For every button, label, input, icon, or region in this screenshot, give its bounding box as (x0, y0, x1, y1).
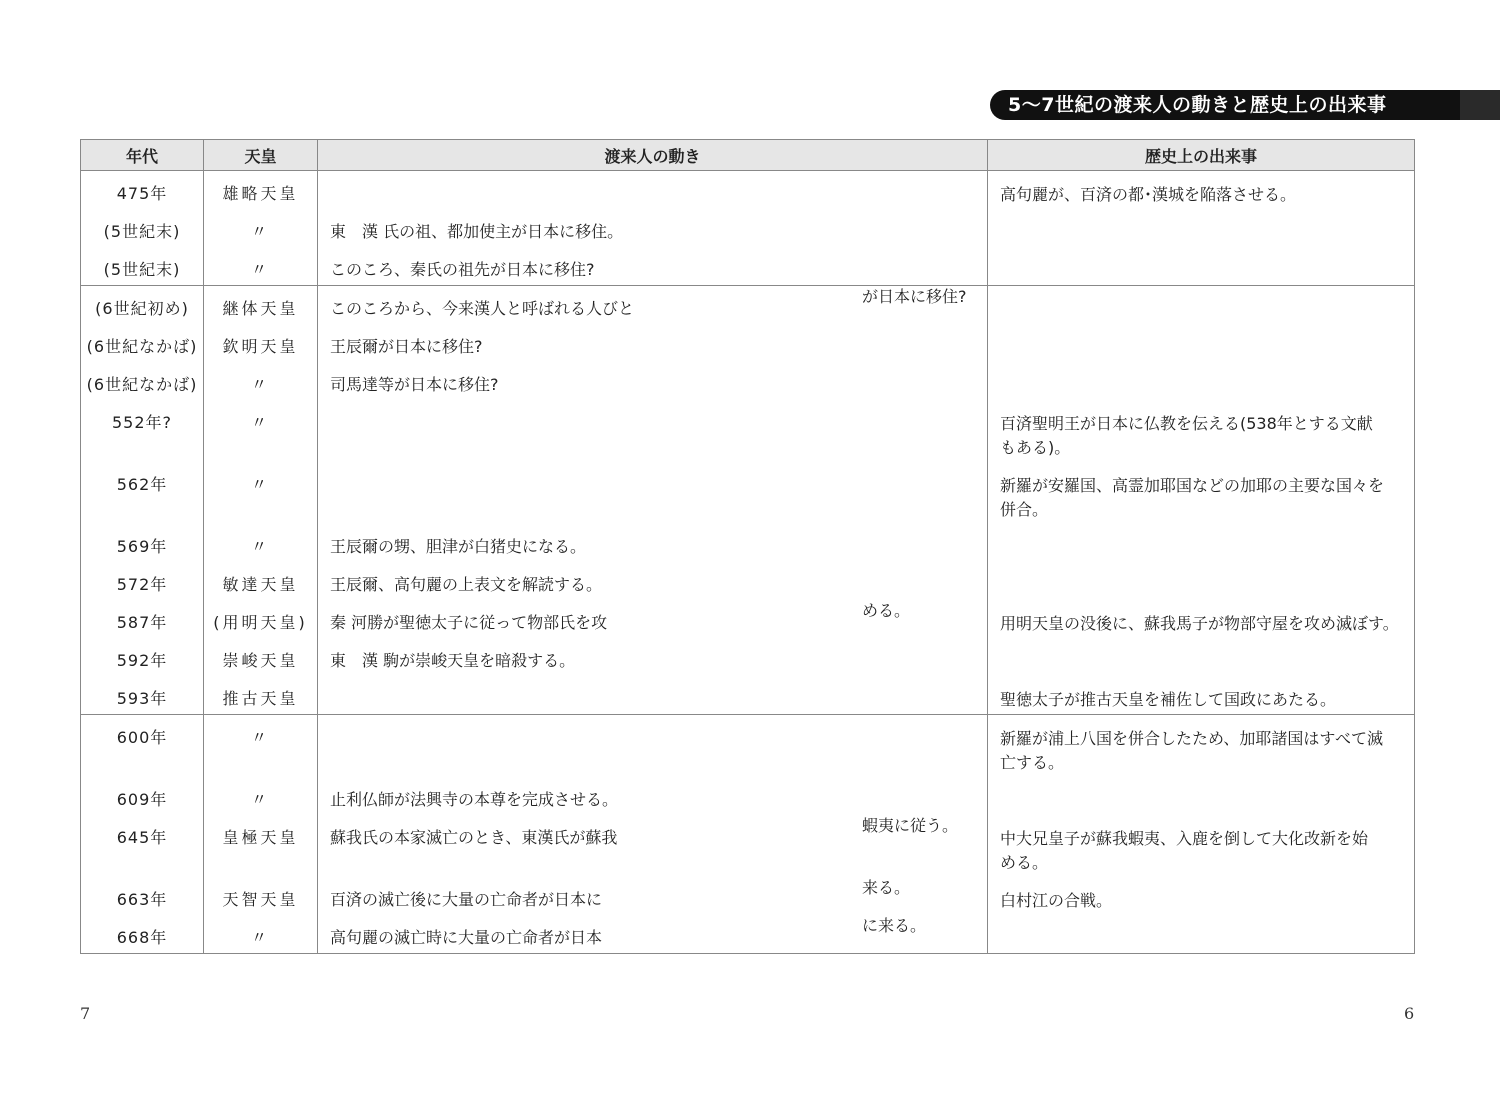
event-cell (988, 400, 1414, 462)
migrant-cell (318, 638, 987, 676)
migrant-text-cont: 来る。 (862, 878, 911, 897)
migrant-cell (318, 877, 987, 915)
migrant-cell (318, 676, 987, 714)
emperor-cell: 〃 (250, 260, 270, 279)
migrant-text: 秦 河勝が聖徳太子に従って物部氏を攻 (330, 613, 608, 632)
migrant-text: 王辰爾、高句麗の上表文を解読する。 (330, 575, 603, 594)
year-cell: 663年 (116, 890, 168, 909)
migrant-text-cont: に来る。 (862, 916, 927, 935)
year-cell: 645年 (116, 828, 168, 847)
table-row (81, 676, 1415, 715)
emperor-cell: (用明天皇) (213, 613, 308, 632)
emperor-cell: 天智天皇 (222, 890, 299, 909)
event-cell (988, 462, 1414, 524)
table-row (81, 877, 1415, 915)
year-cell: 562年 (116, 475, 168, 494)
emperor-cell: 皇極天皇 (222, 828, 299, 847)
event-cell (988, 915, 1414, 953)
event-cell (988, 715, 1414, 777)
year-cell: 668年 (116, 928, 168, 947)
event-text-cont: 亡する。 (1000, 753, 1065, 772)
event-text: 中大兄皇子が蘇我蝦夷、入鹿を倒して大化改新を始 (1000, 829, 1369, 848)
table-row (81, 362, 1415, 400)
event-text: 用明天皇の没後に、蘇我馬子が物部守屋を攻め滅ぼす。 (1000, 614, 1399, 633)
year-cell: (5世紀末) (103, 260, 181, 279)
emperor-cell: 〃 (250, 375, 270, 394)
event-text: 新羅が安羅国、高霊加耶国などの加耶の主要な国々を (1000, 476, 1385, 495)
emperor-cell: 〃 (250, 790, 270, 809)
event-cell (988, 209, 1414, 247)
emperor-cell: 〃 (250, 537, 270, 556)
migrant-text (318, 184, 330, 203)
emperor-cell: 推古天皇 (222, 689, 299, 708)
migrant-text (318, 413, 330, 432)
year-cell: 587年 (116, 613, 168, 632)
migrant-cell (318, 777, 987, 815)
event-text: 聖徳太子が推古天皇を補佐して国政にあたる。 (1000, 690, 1337, 709)
migrant-text: 東 漢 駒が崇峻天皇を暗殺する。 (330, 651, 576, 670)
year-cell: 552年? (111, 413, 173, 432)
emperor-cell: 欽明天皇 (222, 337, 299, 356)
table-header-row (81, 140, 1415, 171)
migrant-text: 蘇我氏の本家滅亡のとき、東漢氏が蘇我 (330, 828, 618, 847)
migrant-text: 東 漢 氏の祖、都加使主が日本に移住。 (330, 222, 624, 241)
emperor-cell: 崇峻天皇 (222, 651, 299, 670)
header-migrants: 渡来人の動き (318, 140, 988, 171)
event-cell (988, 286, 1414, 324)
page-number-left: 7 (80, 1004, 91, 1023)
year-cell: 593年 (116, 689, 168, 708)
event-cell (988, 524, 1414, 562)
event-text: 新羅が浦上八国を併合したため、加耶諸国はすべて滅 (1000, 729, 1384, 748)
event-text: 百済聖明王が日本に仏教を伝える(538年とする文献 (1000, 414, 1373, 433)
table-row (81, 209, 1415, 247)
table-row (81, 638, 1415, 676)
header-year: 年代 (81, 140, 204, 171)
year-cell: (6世紀初め) (95, 299, 189, 318)
migrant-cell (318, 171, 987, 209)
migrant-text: このころから、今来漢人と呼ばれる人びと (330, 299, 635, 318)
migrant-text: 高句麗の滅亡時に大量の亡命者が日本 (330, 928, 603, 947)
table-row (81, 247, 1415, 286)
migrant-cell (318, 562, 987, 600)
migrant-text: 王辰爾が日本に移住? (330, 337, 483, 356)
event-cell (988, 324, 1414, 362)
migrant-cell (318, 524, 987, 562)
event-cell (988, 600, 1414, 638)
migrant-text: このころ、秦氏の祖先が日本に移住? (330, 260, 595, 279)
event-cell (988, 777, 1414, 815)
year-cell: 475年 (116, 184, 168, 203)
event-cell (988, 247, 1414, 285)
page-number-right: 6 (1404, 1004, 1415, 1023)
event-cell (988, 362, 1414, 400)
table-row (81, 562, 1415, 600)
header-events: 歴史上の出来事 (988, 140, 1415, 171)
event-cell (988, 171, 1414, 209)
table-row (81, 171, 1415, 210)
year-cell: 592年 (116, 651, 168, 670)
migrant-cell (318, 400, 987, 462)
section-title-bar (990, 90, 1500, 120)
table-row (81, 815, 1415, 877)
emperor-cell: 〃 (250, 413, 270, 432)
event-text: 高句麗が、百済の都･漢城を陥落させる。 (1000, 185, 1297, 204)
migrant-cell (318, 815, 987, 877)
table-row (81, 324, 1415, 362)
migrant-cell (318, 209, 987, 247)
year-cell: (5世紀末) (103, 222, 181, 241)
table-row (81, 400, 1415, 462)
event-text: 白村江の合戦。 (1000, 891, 1113, 910)
event-text-cont: める。 (1000, 853, 1049, 872)
year-cell: 609年 (116, 790, 168, 809)
table-row (81, 462, 1415, 524)
year-cell: 569年 (116, 537, 168, 556)
migrant-text (318, 475, 330, 494)
year-cell: (6世紀なかば) (86, 375, 198, 394)
emperor-cell: 〃 (250, 928, 270, 947)
header-emperor: 天皇 (204, 140, 318, 171)
migrant-text (318, 728, 330, 747)
migrant-text: 司馬達等が日本に移住? (330, 375, 499, 394)
event-text-cont: もある)。 (1000, 438, 1071, 457)
migrant-cell (318, 915, 987, 953)
emperor-cell: 雄略天皇 (222, 184, 299, 203)
event-cell (988, 562, 1414, 600)
emperor-cell: 継体天皇 (222, 299, 299, 318)
event-cell (988, 815, 1414, 877)
table-row (81, 286, 1415, 325)
year-cell: (6世紀なかば) (86, 337, 198, 356)
event-cell (988, 877, 1414, 915)
migrant-text (318, 689, 330, 708)
table-row (81, 524, 1415, 562)
emperor-cell: 〃 (250, 222, 270, 241)
migrant-text-cont: める。 (862, 601, 911, 620)
migrant-cell (318, 462, 987, 524)
table-row (81, 777, 1415, 815)
migrant-cell (318, 324, 987, 362)
history-table (80, 139, 1415, 954)
migrant-text: 止利仏師が法興寺の本尊を完成させる。 (330, 790, 619, 809)
migrant-text-cont: 蝦夷に従う。 (862, 816, 959, 835)
emperor-cell: 〃 (250, 728, 270, 747)
migrant-cell (318, 715, 987, 777)
migrant-text: 王辰爾の甥、胆津が白猪史になる。 (330, 537, 587, 556)
event-cell (988, 676, 1414, 714)
migrant-text-cont: が日本に移住? (862, 287, 967, 306)
table-row (81, 715, 1415, 778)
emperor-cell: 敏達天皇 (222, 575, 299, 594)
migrant-cell (318, 247, 987, 285)
migrant-text: 百済の滅亡後に大量の亡命者が日本に (330, 890, 603, 909)
year-cell: 600年 (116, 728, 168, 747)
migrant-cell (318, 362, 987, 400)
emperor-cell: 〃 (250, 475, 270, 494)
migrant-cell (318, 286, 987, 324)
event-text-cont: 併合。 (1000, 500, 1049, 519)
year-cell: 572年 (116, 575, 168, 594)
page-title: 5〜7世紀の渡来人の動きと歴史上の出来事 (1008, 94, 1387, 116)
table-row (81, 600, 1415, 638)
table-row (81, 915, 1415, 954)
title-bar-accent (1460, 90, 1500, 120)
migrant-cell (318, 600, 987, 638)
event-cell (988, 638, 1414, 676)
